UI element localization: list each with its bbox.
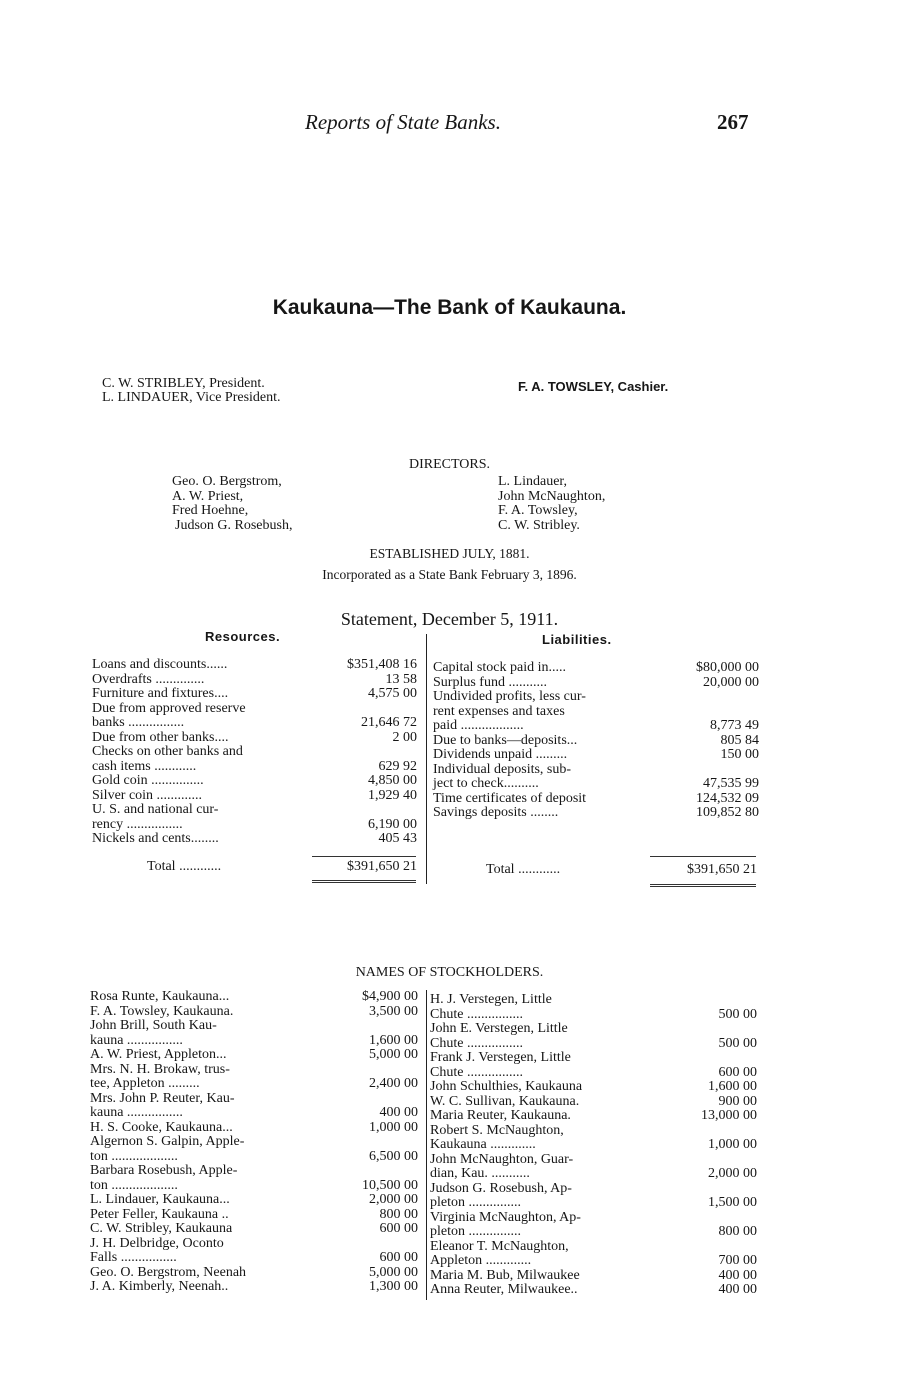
row-amount: 4,575 00 bbox=[368, 686, 417, 701]
director-name: Judson G. Rosebush, bbox=[175, 517, 293, 533]
row-label: rent expenses and taxes bbox=[433, 703, 565, 719]
row-amount: 1,600 00 bbox=[369, 1032, 418, 1048]
row-label: Peter Feller, Kaukauna .. bbox=[90, 1206, 229, 1222]
row-label: Individual deposits, sub- bbox=[433, 761, 572, 777]
row-label: Furniture and fixtures.... bbox=[92, 686, 229, 701]
row-amount: 5,000 00 bbox=[369, 1047, 418, 1062]
row-amount: $80,000 00 bbox=[696, 660, 759, 675]
director-name: Fred Hoehne, bbox=[172, 503, 249, 518]
row-amount: 1,600 00 bbox=[708, 1079, 757, 1094]
row-label: H. J. Verstegen, Little bbox=[430, 992, 552, 1007]
row-amount: 5,000 00 bbox=[369, 1264, 418, 1280]
row-amount: 47,535 99 bbox=[703, 776, 759, 791]
row-label: dian, Kau. ........... bbox=[430, 1166, 530, 1181]
row-amount: 1,000 00 bbox=[369, 1119, 418, 1135]
row-amount: 600 00 bbox=[379, 1250, 418, 1265]
row-label: Gold coin ............... bbox=[92, 773, 204, 788]
stockholders-column-divider bbox=[426, 990, 427, 1300]
row-label: Checks on other banks and bbox=[92, 744, 243, 759]
stockholders-right-table bbox=[430, 993, 757, 1298]
row-amount: 4,850 00 bbox=[368, 773, 417, 788]
row-label: Geo. O. Bergstrom, Neenah bbox=[90, 1264, 247, 1280]
row-label: paid .................. bbox=[433, 718, 524, 733]
established-line: ESTABLISHED JULY, 1881. bbox=[369, 546, 530, 561]
liabilities-total-amount: $391,650 21 bbox=[687, 862, 757, 877]
row-amount: 500 00 bbox=[718, 1035, 757, 1051]
row-amount: 600 00 bbox=[718, 1064, 757, 1080]
row-label: Chute ................ bbox=[430, 1064, 523, 1080]
row-amount: 13 58 bbox=[385, 671, 417, 687]
director-name: F. A. Towsley, bbox=[498, 503, 578, 518]
liabilities-total-rule bbox=[650, 856, 756, 857]
row-amount: 600 00 bbox=[379, 1221, 418, 1236]
row-label: C. W. Stribley, Kaukauna bbox=[90, 1221, 233, 1236]
liabilities-total-label: Total ............ bbox=[486, 862, 561, 877]
row-amount: 10,500 00 bbox=[362, 1177, 418, 1193]
row-label: tee, Appleton ......... bbox=[90, 1076, 200, 1091]
row-label: H. S. Cooke, Kaukauna... bbox=[90, 1119, 233, 1135]
row-label: Virginia McNaughton, Ap- bbox=[430, 1209, 581, 1225]
liabilities-table bbox=[433, 661, 759, 831]
row-label: banks ................ bbox=[92, 715, 185, 730]
resources-total-amount: $391,650 21 bbox=[347, 859, 417, 874]
row-amount: 109,852 80 bbox=[696, 805, 759, 820]
row-amount: 400 00 bbox=[379, 1105, 418, 1120]
row-amount: 20,000 00 bbox=[703, 674, 759, 690]
row-amount: 6,190 00 bbox=[368, 816, 417, 832]
row-label: Robert S. McNaughton, bbox=[430, 1122, 564, 1138]
row-label: Chute ................ bbox=[430, 1006, 523, 1022]
row-amount: 8,773 49 bbox=[710, 718, 759, 733]
row-label: cash items ............ bbox=[92, 758, 197, 774]
row-amount: 3,500 00 bbox=[369, 1003, 418, 1019]
row-label: Silver coin ............. bbox=[92, 787, 203, 803]
row-amount: 1,929 40 bbox=[368, 787, 417, 803]
bank-title: Kaukauna—The Bank of Kaukauna. bbox=[272, 296, 627, 319]
row-label: ton ................... bbox=[90, 1177, 178, 1193]
row-amount: 1,500 00 bbox=[708, 1195, 757, 1210]
row-amount: 150 00 bbox=[720, 747, 759, 762]
row-amount: 1,000 00 bbox=[708, 1137, 757, 1152]
row-amount: 2,400 00 bbox=[369, 1076, 418, 1091]
row-amount: 124,532 09 bbox=[696, 790, 759, 806]
row-label: rency ................ bbox=[92, 816, 183, 832]
statement-title: Statement, December 5, 1911. bbox=[340, 609, 559, 629]
liabilities-heading: Liabilities. bbox=[542, 632, 612, 647]
row-amount: 629 92 bbox=[378, 758, 417, 774]
resources-heading: Resources. bbox=[205, 629, 281, 644]
row-label: Due to banks—deposits... bbox=[433, 732, 578, 748]
row-amount: $4,900 00 bbox=[362, 989, 418, 1004]
row-label: Rosa Runte, Kaukauna... bbox=[90, 989, 230, 1004]
stockholders-heading: NAMES OF STOCKHOLDERS. bbox=[355, 965, 544, 980]
director-name: C. W. Stribley. bbox=[498, 517, 580, 533]
row-label: U. S. and national cur- bbox=[92, 802, 219, 817]
row-label: J. H. Delbridge, Oconto bbox=[90, 1235, 224, 1251]
row-amount: 700 00 bbox=[718, 1253, 757, 1268]
row-amount: 400 00 bbox=[718, 1267, 757, 1283]
row-amount: 805 84 bbox=[720, 732, 759, 748]
row-amount: 900 00 bbox=[718, 1093, 757, 1109]
row-label: John E. Verstegen, Little bbox=[430, 1021, 568, 1036]
row-label: Maria Reuter, Kaukauna. bbox=[430, 1108, 571, 1123]
row-label: A. W. Priest, Appleton... bbox=[90, 1047, 227, 1062]
row-label: Due from approved reserve bbox=[92, 700, 246, 716]
row-label: Nickels and cents........ bbox=[92, 831, 219, 846]
running-header-title: Reports of State Banks. bbox=[305, 110, 501, 134]
row-label: J. A. Kimberly, Neenah.. bbox=[90, 1279, 229, 1294]
row-amount: 1,300 00 bbox=[369, 1279, 418, 1294]
row-label: John McNaughton, Guar- bbox=[430, 1151, 574, 1167]
row-label: Undivided profits, less cur- bbox=[433, 689, 586, 704]
row-label: John Schulthies, Kaukauna bbox=[430, 1079, 583, 1094]
row-label: ject to check.......... bbox=[433, 776, 539, 791]
row-label: Savings deposits ........ bbox=[433, 805, 559, 820]
row-amount: 21,646 72 bbox=[361, 715, 417, 730]
director-name: Geo. O. Bergstrom, bbox=[172, 474, 282, 489]
row-label: Loans and discounts...... bbox=[92, 657, 228, 672]
row-label: Time certificates of deposit bbox=[433, 790, 587, 806]
row-label: F. A. Towsley, Kaukauna. bbox=[90, 1003, 234, 1019]
row-amount: 800 00 bbox=[718, 1224, 757, 1239]
row-label: L. Lindauer, Kaukauna... bbox=[90, 1192, 230, 1207]
row-amount: $351,408 16 bbox=[347, 657, 417, 672]
row-label: Appleton ............. bbox=[430, 1253, 532, 1268]
row-label: Overdrafts .............. bbox=[92, 671, 205, 687]
row-label: Mrs. John P. Reuter, Kau- bbox=[90, 1090, 235, 1106]
row-label: ton ................... bbox=[90, 1148, 178, 1164]
row-label: Frank J. Verstegen, Little bbox=[430, 1050, 571, 1065]
row-label: John Brill, South Kau- bbox=[90, 1018, 217, 1033]
row-label: Barbara Rosebush, Apple- bbox=[90, 1163, 238, 1178]
row-label: Due from other banks.... bbox=[92, 729, 229, 745]
row-label: Kaukauna ............. bbox=[430, 1137, 536, 1152]
page-number: 267 bbox=[717, 110, 749, 134]
incorporated-line: Incorporated as a State Bank February 3, 1896. bbox=[322, 567, 577, 582]
row-amount: 2,000 00 bbox=[708, 1166, 757, 1181]
row-amount: 2 00 bbox=[392, 729, 417, 745]
row-amount: 800 00 bbox=[379, 1206, 418, 1222]
row-label: Dividends unpaid ......... bbox=[433, 747, 568, 762]
row-label: Surplus fund ........... bbox=[433, 674, 547, 690]
resources-total-rule bbox=[312, 856, 416, 857]
row-label: Maria M. Bub, Milwaukee bbox=[430, 1267, 580, 1283]
president-line: C. W. STRIBLEY, President. bbox=[102, 376, 265, 391]
row-label: Falls ................ bbox=[90, 1250, 177, 1265]
row-label: pleton ............... bbox=[430, 1224, 521, 1239]
stockholders-left-table bbox=[90, 990, 418, 1295]
row-label: pleton ............... bbox=[430, 1195, 521, 1210]
row-label: Eleanor T. McNaughton, bbox=[430, 1238, 569, 1254]
row-amount: 500 00 bbox=[718, 1006, 757, 1022]
cashier-line: F. A. TOWSLEY, Cashier. bbox=[518, 379, 669, 394]
row-label: Capital stock paid in..... bbox=[433, 660, 566, 675]
row-amount: 405 43 bbox=[378, 831, 417, 846]
row-amount: 400 00 bbox=[718, 1282, 757, 1297]
directors-heading: DIRECTORS. bbox=[408, 457, 491, 472]
vice-president-line: L. LINDAUER, Vice President. bbox=[102, 390, 281, 405]
row-label: Judson G. Rosebush, Ap- bbox=[430, 1180, 572, 1196]
row-label: kauna ................ bbox=[90, 1105, 183, 1120]
directors-right-list bbox=[498, 475, 605, 533]
row-amount: 13,000 00 bbox=[701, 1108, 757, 1123]
director-name: L. Lindauer, bbox=[498, 474, 568, 489]
row-label: Anna Reuter, Milwaukee.. bbox=[430, 1282, 578, 1297]
directors-left-list bbox=[172, 475, 292, 533]
resources-table bbox=[92, 658, 417, 848]
row-amount: 6,500 00 bbox=[369, 1148, 418, 1164]
row-amount: 2,000 00 bbox=[369, 1192, 418, 1207]
column-divider bbox=[426, 634, 427, 884]
row-label: Algernon S. Galpin, Apple- bbox=[90, 1134, 245, 1149]
row-label: W. C. Sullivan, Kaukauna. bbox=[430, 1093, 580, 1109]
resources-total-label: Total ............ bbox=[147, 859, 222, 874]
row-label: Mrs. N. H. Brokaw, trus- bbox=[90, 1061, 230, 1077]
row-label: kauna ................ bbox=[90, 1032, 183, 1048]
liabilities-total-double-rule bbox=[650, 884, 756, 887]
row-label: Chute ................ bbox=[430, 1035, 523, 1051]
resources-total-double-rule bbox=[312, 880, 416, 883]
director-name: A. W. Priest, bbox=[172, 488, 244, 504]
director-name: John McNaughton, bbox=[498, 488, 606, 504]
